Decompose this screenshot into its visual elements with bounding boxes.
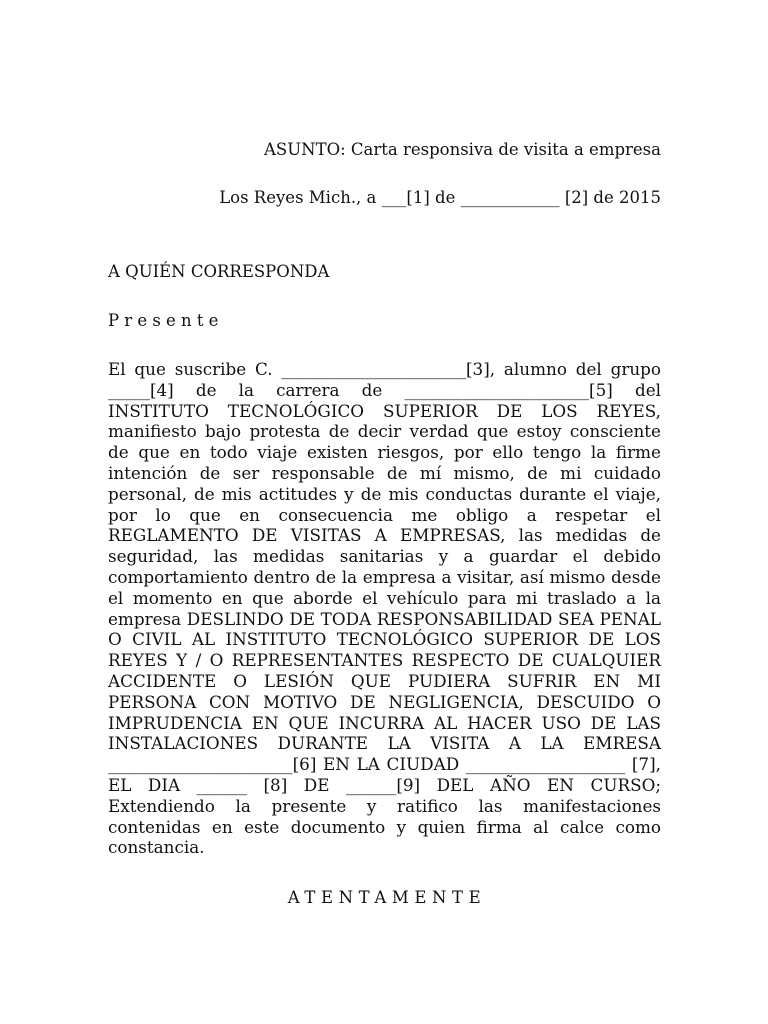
letter-subject: ASUNTO: Carta responsiva de visita a empresa bbox=[264, 140, 661, 159]
letter-date-line: Los Reyes Mich., a ___[1] de ____________ [2] de 2015 bbox=[219, 188, 661, 207]
letter-presente: Presente bbox=[108, 311, 224, 330]
letter-body: El que suscribe C. ______________________[3], alumno del grupo _____[4] de la carrera de ______________________[5] del INSTITUTO TECNOLÓGICO SUPERIOR DE LOS REYES, manifiesto bajo protesta de decir verdad que estoy consciente de que en todo viaje existen riesgos, por ello tengo la firme intención de ser responsable de mí mismo, de mi cuidado personal, de mis actitudes y de mis conductas durante el viaje, por lo que en consecuencia me obligo a respetar el REGLAMENTO DE VISITAS A EMPRESAS, las medidas de seguridad, las medidas sanitarias y a guardar el debido comportamiento dentro de la empresa a visitar, así mismo desde el momento en que aborde el vehículo para mi traslado a la empresa DESLINDO DE TODA RESPONSABILIDAD SEA PENAL O CIVIL AL INSTITUTO TECNOLÓGICO SUPERIOR DE LOS REYES Y / O REPRESENTANTES RESPECTO DE CUALQUIER ACCIDENTE O LESIÓN QUE PUDIERA SUFRIR EN MI PERSONA CON MOTIVO DE NEGLIGENCIA, DESCUIDO O IMPRUDENCIA EN QUE INCURRA AL HACER USO DE LAS INSTALACIONES DURANTE LA VISITA A LA EMRESA ______________________[6] EN LA CIUDAD ___________________ [7], EL DIA ______ [8] DE ______[9] DEL AÑO EN CURSO; Extendiendo la presente y ratifico las manifestaciones contenidas en este documento y quien firma al calce como constancia. bbox=[108, 359, 661, 858]
letter-greeting: A QUIÉN CORRESPONDA bbox=[108, 262, 330, 281]
letter-closing: ATENTAMENTE bbox=[287, 888, 487, 907]
